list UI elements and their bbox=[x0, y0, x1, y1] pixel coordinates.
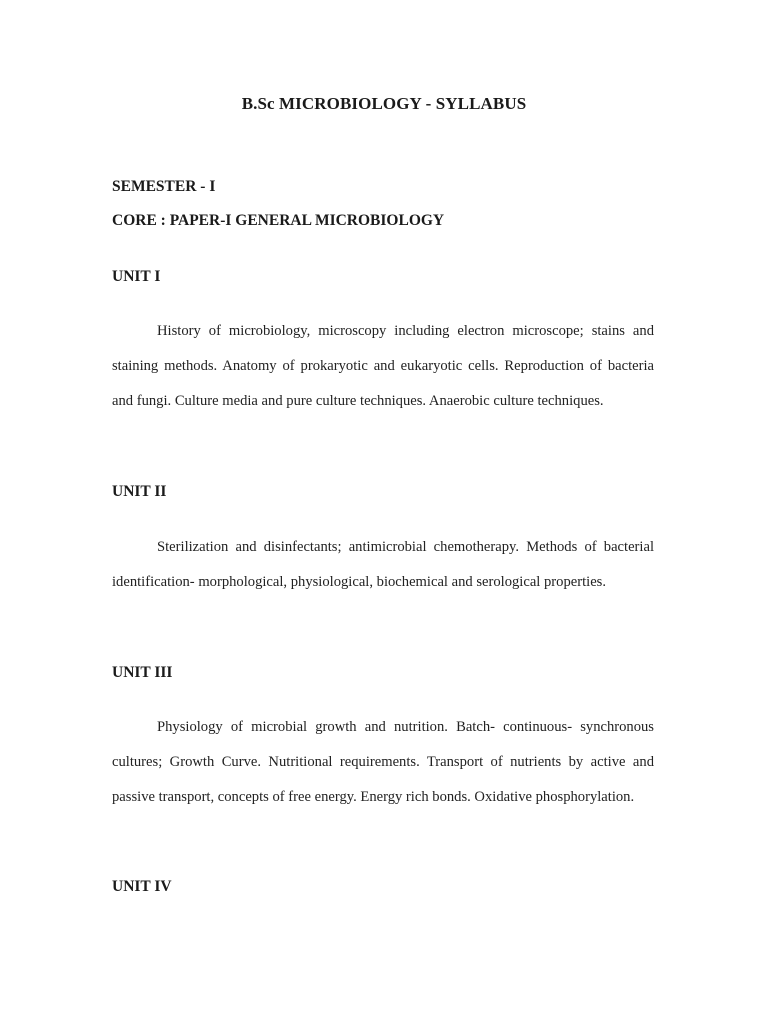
page-title: B.Sc MICROBIOLOGY - SYLLABUS bbox=[241, 94, 527, 113]
unit-1-heading: UNIT I bbox=[112, 268, 161, 285]
unit-1-description: History of microbiology, microscopy including electron microscope; stains and staining methods. Anatomy of prokaryotic and eukaryotic cells. Reproduction of bacteria and fungi. Culture media and pure culture techniques. Anaerobic culture techniques. bbox=[112, 323, 654, 409]
unit-2-heading: UNIT II bbox=[112, 483, 167, 500]
unit-4-heading: UNIT IV bbox=[112, 878, 172, 895]
unit-3-description: Physiology of microbial growth and nutrition. Batch- continuous- synchronous cultures; Growth Curve. Nutritional requirements. Transport of nutrients by active and passive transport, concepts of free energy. Energy rich bonds. Oxidative phosphorylation. bbox=[112, 719, 654, 805]
core-paper-heading: CORE : PAPER-I GENERAL MICROBIOLOGY bbox=[112, 212, 445, 229]
unit-2-description: Sterilization and disinfectants; antimicrobial chemotherapy. Methods of bacterial identification- morphological, physiological, biochemical and serological properties. bbox=[112, 539, 654, 590]
semester-heading: SEMESTER - I bbox=[112, 178, 216, 195]
unit-3-heading: UNIT III bbox=[112, 664, 173, 681]
